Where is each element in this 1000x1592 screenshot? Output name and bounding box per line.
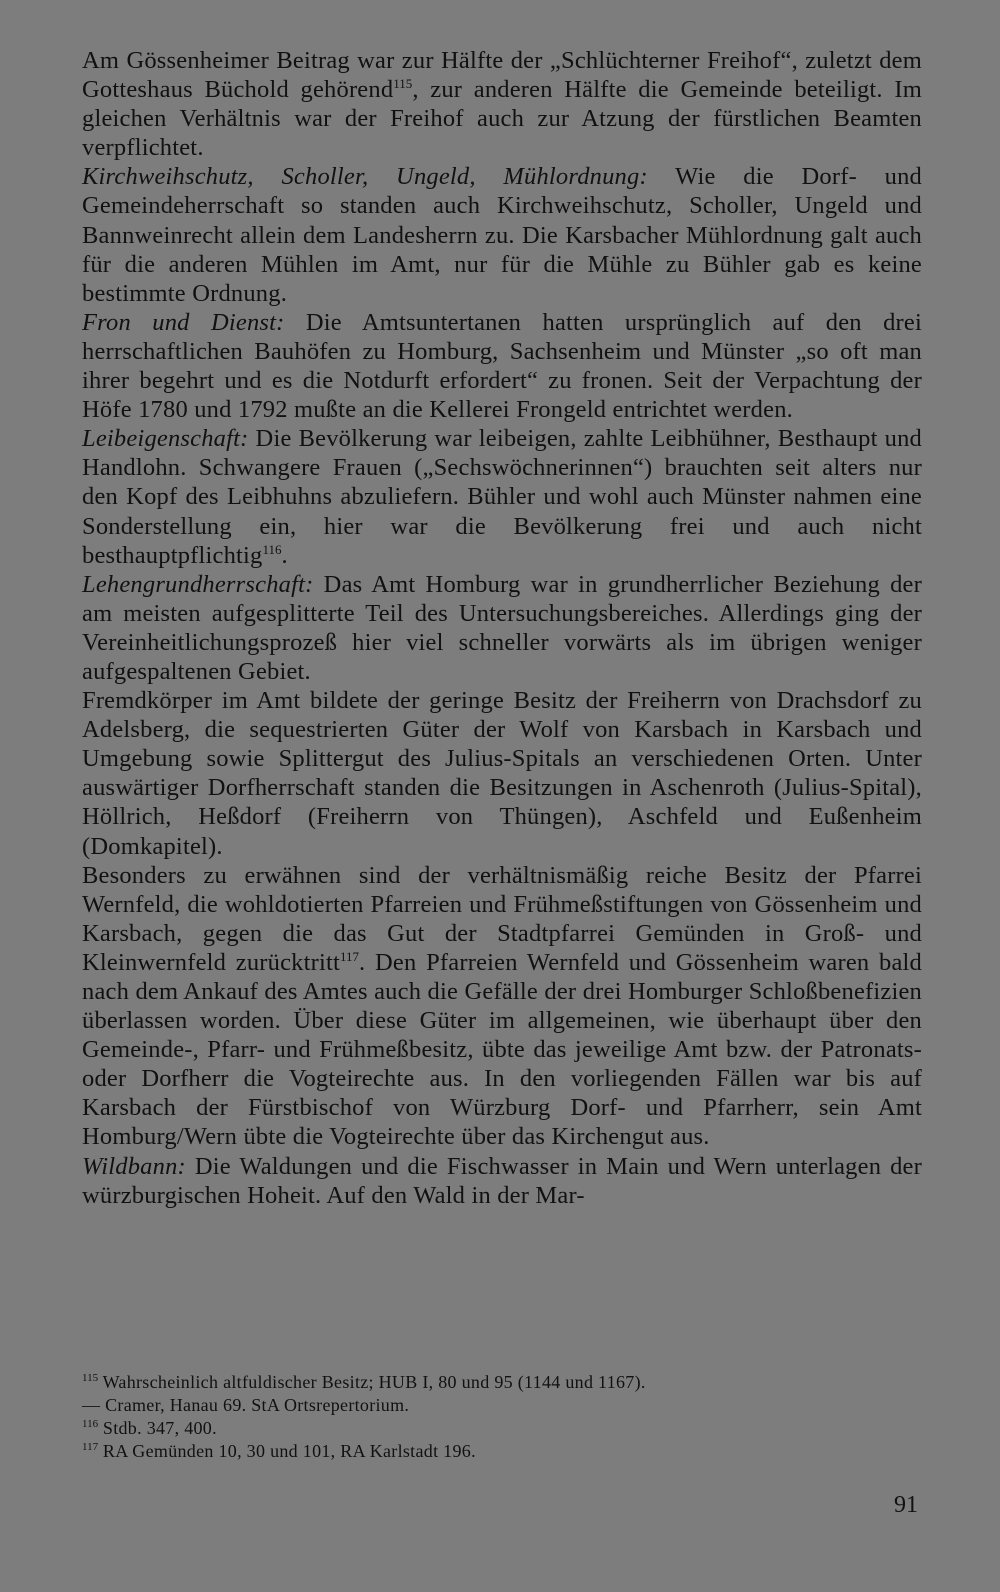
paragraph-text: Wie die Dorf- und Gemeindeherrschaft so standen auch Kirchweihschutz, Scholler, Ungeld und Bannweinrecht allein dem Landesherrn zu. Die Karsbacher Mühlordnung galt auch für die anderen Mühlen im Amt, nur für die Mühle zu Bühler gab es keine bestimmte Ordnung. — [82, 163, 922, 307]
paragraph-text: Die Waldungen und die Fischwasser in Main und Wern unterlagen der würzburgischen Hoheit. Auf den Wald in der Mar- — [82, 1152, 922, 1209]
footnote-ref: 117 — [340, 948, 360, 964]
footnote-text: Stdb. 347, 400. — [98, 1418, 217, 1438]
section-heading: Fron und Dienst: — [82, 308, 285, 336]
footnote-116 — [82, 1417, 922, 1440]
paragraph-text: Am Gössenheimer Beitrag war zur Hälfte der „Schlüchterner Freihof“, zuletzt dem Gotteshaus Büchold gehörend — [82, 47, 922, 104]
footnote-ref: 115 — [393, 76, 413, 92]
footnote-text: Wahrscheinlich altfuldischer Besitz; HUB I, 80 und 95 (1144 und 1167). — [98, 1372, 646, 1392]
footnote-text: RA Gemünden 10, 30 und 101, RA Karlstadt 196. — [98, 1441, 476, 1461]
footnote-number: 117 — [82, 1441, 99, 1453]
paragraph-leibeigenschaft — [82, 424, 922, 569]
section-heading: Leibeigenschaft: — [82, 425, 249, 453]
paragraph-tail: , zur anderen Hälfte die Gemeinde beteiligt. Im gleichen Verhältnis war der Freihof auch zur Atzung der fürstlichen Beamten verpflichtet. — [82, 76, 922, 162]
paragraph-fron-und-dienst — [82, 308, 922, 424]
footnote-115-continued — [82, 1394, 922, 1417]
paragraph-fremdkoerper — [82, 686, 922, 861]
paragraph-text: Fremdkörper im Amt bildete der geringe Besitz der Freiherrn von Drachsdorf zu Adelsberg, die sequestrierten Güter der Wolf von Karsbach in Karsbach und Umgebung sowie Splittergut des Julius-Spitals an verschiedenen Orten. Unter auswärtiger Dorfherrschaft standen die Besitzungen in Aschenroth (Julius-Spital), Höllrich, Heßdorf (Freiherrn von Thüngen), Aschfeld und Eußenheim (Domkapitel). — [82, 687, 922, 860]
paragraph-text: Die Amtsuntertanen hatten ursprünglich auf den drei herrschaftlichen Bauhöfen zu Homburg, Sachsenheim und Münster „so oft man ihrer begehrt und es die Notdurft erfordert“ zu fronen. Seit der Verpachtung der Höfe 1780 und 1792 mußte an die Kellerei Frongeld entrichtet werden. — [82, 308, 923, 424]
section-heading: Lehengrundherrschaft: — [82, 570, 314, 598]
footnote-117 — [82, 1440, 922, 1463]
paragraph-pfarrei-besitz — [82, 861, 922, 1152]
paragraph-tail: . — [281, 541, 288, 569]
paragraph-gossenheimer-beitrag — [82, 46, 922, 162]
footnote-number: 115 — [82, 1372, 99, 1384]
paragraph-kirchweihschutz — [82, 162, 922, 307]
page-number: 91 — [894, 1492, 918, 1518]
paragraph-lehengrundherrschaft — [82, 570, 922, 686]
section-heading: Wildbann: — [82, 1152, 186, 1180]
footnotes — [82, 1371, 922, 1463]
footnote-number: 116 — [82, 1418, 99, 1430]
page-body — [82, 46, 922, 1210]
footnote-ref: 116 — [262, 541, 282, 557]
main-text — [82, 46, 922, 1210]
section-heading: Kirchweihschutz, Scholler, Ungeld, Mühlordnung: — [82, 163, 648, 191]
paragraph-text: Das Amt Homburg war in grundherrlicher Beziehung der am meisten aufgesplitterte Teil des Untersuchungsbereiches. Allerdings ging der Vereinheitlichungsprozeß hier viel schneller vorwärts als im übrigen weniger aufgespaltenen Gebiet. — [82, 570, 922, 685]
footnote-115 — [82, 1371, 922, 1394]
paragraph-tail: . Den Pfarreien Wernfeld und Gössenheim waren bald nach dem Ankauf des Amtes auch die Gefälle der drei Homburger Schloßbenefizien überlassen worden. Über diese Güter im allgemeinen, wie überhaupt über den Gemeinde-, Pfarr- und Frühmeßbesitz, übte das jeweilige Amt bzw. der Patronats- oder Dorfherr die Vogteirechte aus. In den vorliegenden Fällen war bis auf Karsbach der Fürstbischof von Würzburg Dorf- und Pfarrherr, sein Amt Homburg/Wern übte die Vogteirechte über das Kirchengut aus. — [82, 948, 922, 1151]
paragraph-text: Die Bevölkerung war leibeigen, zahlte Leibhühner, Besthaupt und Handlohn. Schwangere Frauen („Sechswöchnerinnen“) brauchten seit alters nur den Kopf des Leibhuhns abzuliefern. Bühler und wohl auch Münster nahmen eine Sonderstellung ein, hier war die Bevölkerung frei und auch nicht besthauptpflichtig — [82, 425, 922, 569]
paragraph-text: Besonders zu erwähnen sind der verhältnismäßig reiche Besitz der Pfarrei Wernfeld, die wohldotierten Pfarreien und Frühmeßstiftungen von Gössenheim und Karsbach, gegen die das Gut der Stadtpfarrei Gemünden in Groß- und Kleinwernfeld zurücktritt — [82, 861, 922, 976]
footnote-text: — Cramer, Hanau 69. StA Ortsrepertorium. — [82, 1395, 410, 1415]
paragraph-wildbann — [82, 1152, 922, 1210]
